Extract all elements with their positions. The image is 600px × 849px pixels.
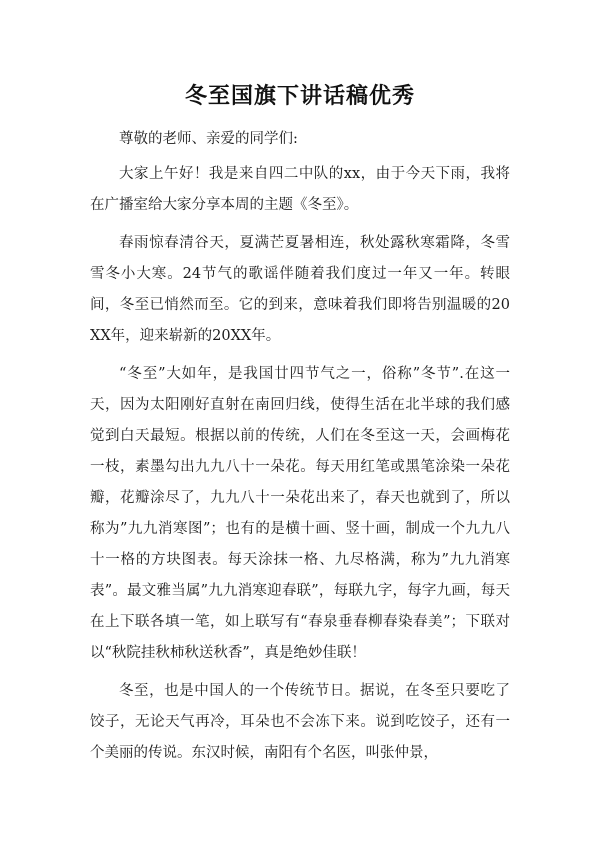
paragraph-1: 大家上午好！我是来自四二中队的xx，由于今天下雨，我将在广播室给大家分享本周的主题《冬至》。	[90, 166, 510, 213]
document-title: 冬至国旗下讲话稿优秀	[184, 83, 415, 109]
document-body	[90, 124, 510, 769]
paragraph-4: 冬至，也是中国人的一个传统节日。据说，在冬至只要吃了饺子，无论天气再冷，耳朵也不会冻下来。说到吃饺子，还有一个美丽的传说。东汉时候，南阳有个名医，叫张仲景，	[90, 683, 510, 761]
paragraph-3: “冬至”大如年，是我国廿四节气之一，俗称”冬节”.在这一天，因为太阳刚好直射在南回归线，使得生活在北半球的我们感觉到白天最短。根据以前的传统，人们在冬至这一天，会画梅花一枝，素墨勾出九九八十一朵花。每天用红笔或黑笔涂染一朵花瓣，花瓣涂尽了，九九八十一朵花出来了，春天也就到了，所以称为”九九消寒图”；也有的是横十画、竖十画，制成一个九九八十一格的方块图表。每天涂抹一格、九尽格满，称为”九九消寒表”。最文雅当属”九九消寒迎春联”，每联九字，每字九画，每天在上下联各填一笔，如上联写有“春泉垂春柳春染春美”；下联对以“秋院挂秋柿秋送秋香”，真是绝妙佳联！	[90, 366, 510, 661]
greeting-paragraph: 尊敬的老师、亲爱的同学们:	[119, 131, 298, 147]
paragraph-2: 春雨惊春清谷天，夏满芒夏暑相连，秋处露秋寒霜降，冬雪雪冬小大寒。24节气的歌谣伴随着我们度过一年又一年。转眼间，冬至已悄然而至。它的到来，意味着我们即将告别温暖的20XX年，迎来崭新的20XX年。	[90, 235, 510, 344]
